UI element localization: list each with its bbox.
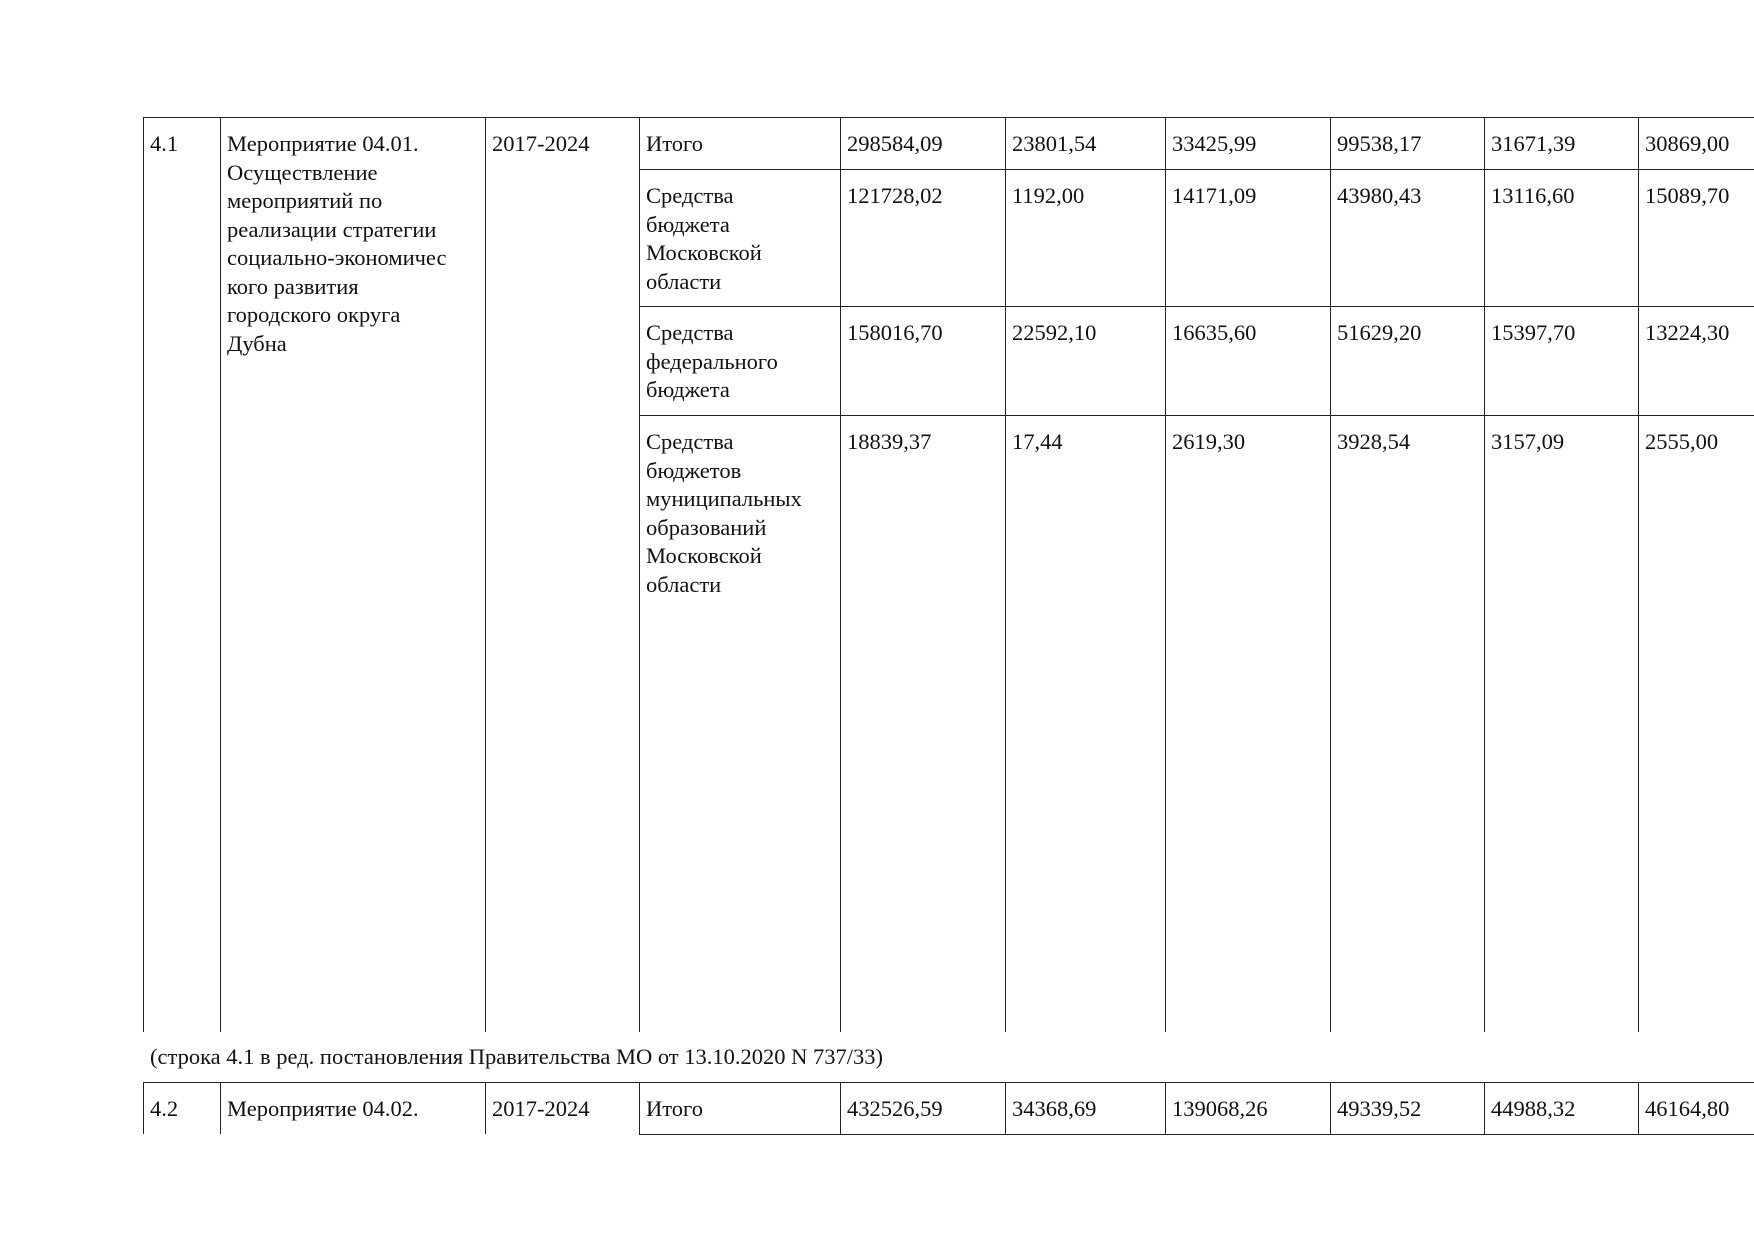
amount-cell: 298584,09 (847, 131, 943, 156)
column-border (840, 1082, 841, 1134)
section-divider (143, 1082, 1754, 1083)
amount-cell: 121728,02 (847, 183, 943, 208)
column-border (1330, 1082, 1331, 1134)
column-border (639, 1082, 640, 1134)
amount-cell: 18839,37 (847, 429, 932, 454)
period-cell: 2017-2024 (492, 1096, 590, 1121)
amount-cell: 49339,52 (1337, 1096, 1422, 1121)
column-border (1165, 117, 1166, 1032)
row-number: 4.2 (150, 1096, 179, 1121)
column-border (1638, 117, 1639, 1032)
amount-cell: 44988,32 (1491, 1096, 1576, 1121)
funding-source-label: Средства федерального бюджета (646, 320, 778, 402)
funding-source-label: Средства бюджета Московской области (646, 183, 762, 294)
amount-cell: 158016,70 (847, 320, 943, 345)
event-description: Мероприятие 04.02. (227, 1096, 419, 1121)
amount-cell: 15397,70 (1491, 320, 1576, 345)
amount-cell: 46164,80 (1645, 1096, 1730, 1121)
funding-source-label: Итого (646, 131, 703, 156)
amount-cell: 17,44 (1012, 429, 1063, 454)
column-border (1638, 1082, 1639, 1134)
column-border (1484, 117, 1485, 1032)
column-border (639, 117, 640, 1032)
amount-cell: 3157,09 (1491, 429, 1565, 454)
amendment-note: (строка 4.1 в ред. постановления Правительства МО от 13.10.2020 N 737/33) (150, 1044, 883, 1069)
funding-source-label: Средства бюджетов муниципальных образований Московской области (646, 429, 802, 597)
column-border (1330, 117, 1331, 1032)
row-divider (639, 1134, 1754, 1135)
period-cell: 2017-2024 (492, 131, 590, 156)
column-border (485, 117, 486, 1032)
column-border (143, 1082, 144, 1134)
column-border (1484, 1082, 1485, 1134)
amount-cell: 22592,10 (1012, 320, 1097, 345)
amount-cell: 2619,30 (1172, 429, 1246, 454)
amount-cell: 15089,70 (1645, 183, 1730, 208)
amount-cell: 14171,09 (1172, 183, 1257, 208)
amount-cell: 2555,00 (1645, 429, 1719, 454)
amount-cell: 51629,20 (1337, 320, 1422, 345)
amount-cell: 34368,69 (1012, 1096, 1097, 1121)
amount-cell: 31671,39 (1491, 131, 1576, 156)
amount-cell: 13116,60 (1491, 183, 1575, 208)
amount-cell: 3928,54 (1337, 429, 1411, 454)
column-border (1165, 1082, 1166, 1134)
row-divider (639, 415, 1754, 416)
amount-cell: 43980,43 (1337, 183, 1422, 208)
column-border (840, 117, 841, 1032)
column-border (220, 117, 221, 1032)
amount-cell: 1192,00 (1012, 183, 1085, 208)
amount-cell: 139068,26 (1172, 1096, 1268, 1121)
column-border (220, 1082, 221, 1134)
amount-cell: 30869,00 (1645, 131, 1730, 156)
amount-cell: 33425,99 (1172, 131, 1257, 156)
event-description: Мероприятие 04.01. Осуществление мероприятий по реализации стратегии социально-экономичес кого развития городского округа Дубна (227, 131, 447, 356)
row-number: 4.1 (150, 131, 179, 156)
column-border (485, 1082, 486, 1134)
row-divider (639, 306, 1754, 307)
amount-cell: 99538,17 (1337, 131, 1422, 156)
amount-cell: 432526,59 (847, 1096, 943, 1121)
amount-cell: 16635,60 (1172, 320, 1257, 345)
column-border (1005, 117, 1006, 1032)
table-top-border (143, 117, 1754, 118)
column-border (1005, 1082, 1006, 1134)
amount-cell: 23801,54 (1012, 131, 1097, 156)
column-border (143, 117, 144, 1032)
row-divider (639, 169, 1754, 170)
funding-source-label: Итого (646, 1096, 703, 1121)
amount-cell: 13224,30 (1645, 320, 1730, 345)
